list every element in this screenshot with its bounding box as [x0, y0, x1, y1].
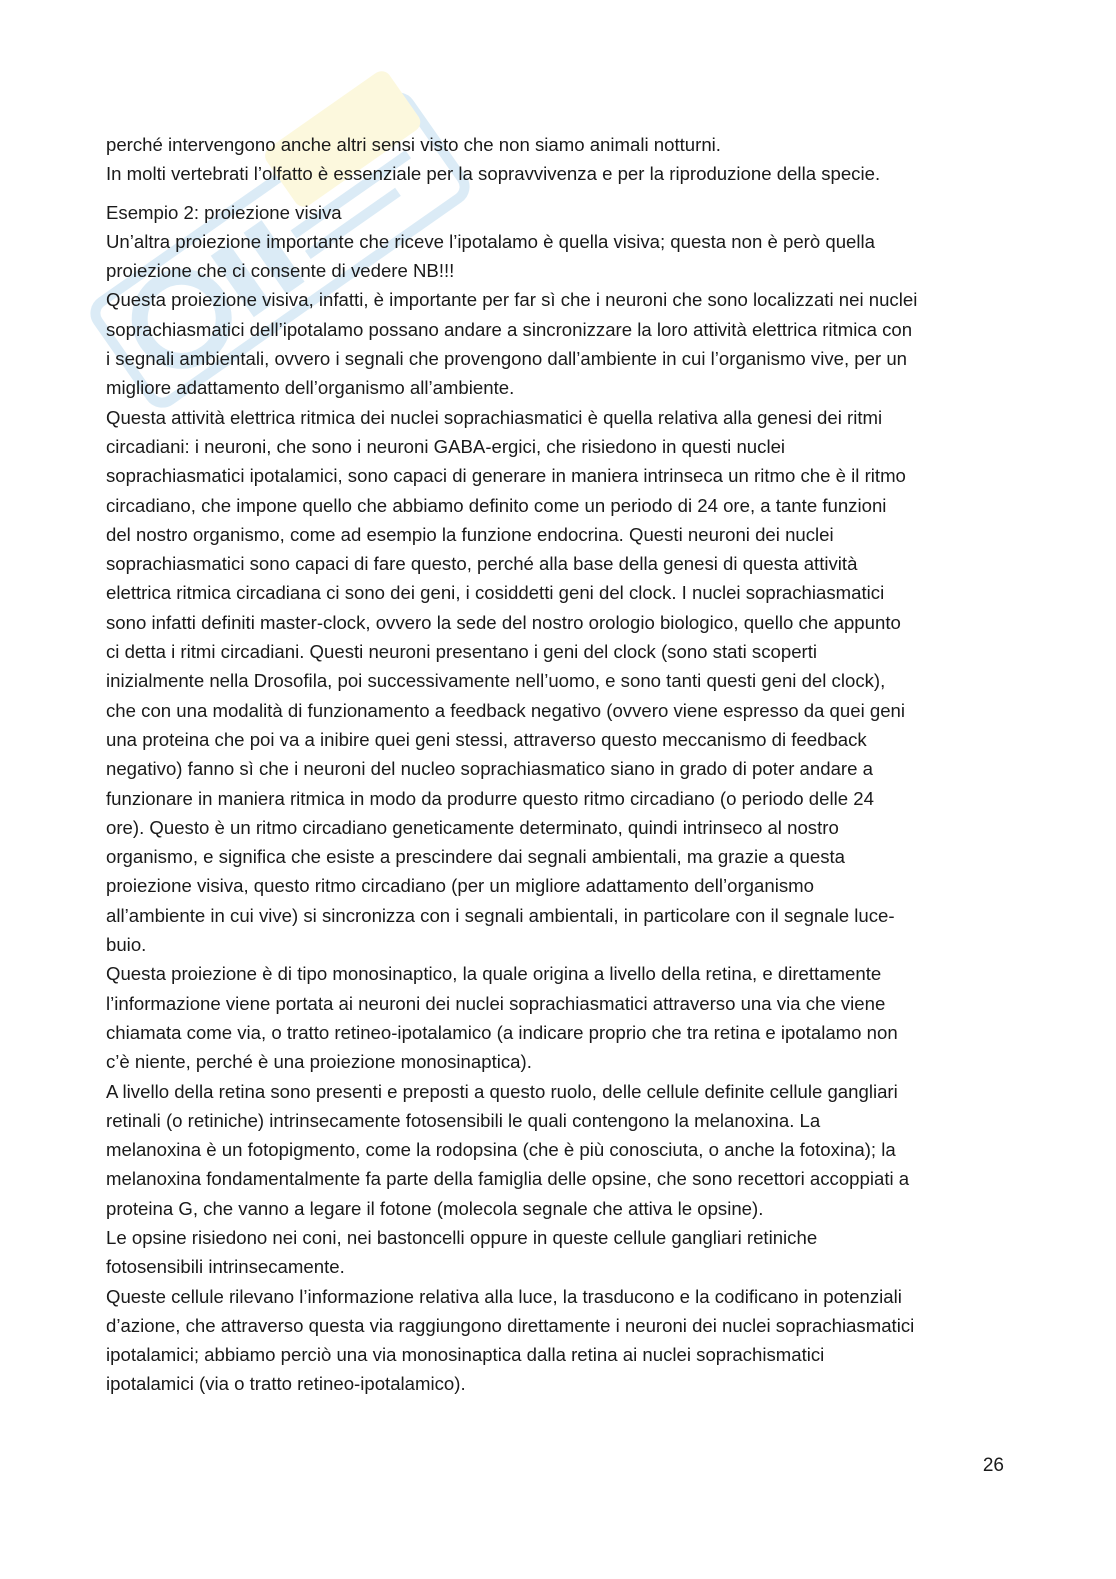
- text-line: i segnali ambientali, ovvero i segnali che provengono dall’ambiente in cui l’organismo vive, per un: [106, 348, 908, 370]
- text-line: soprachiasmatici ipotalamici, sono capaci di generare in maniera intrinseca un ritmo che è il ritmo: [106, 465, 906, 487]
- paragraph-gap: [106, 189, 1006, 198]
- text-line: del nostro organismo, come ad esempio la funzione endocrina. Questi neuroni dei nuclei: [106, 523, 834, 545]
- text-line: Questa proiezione è di tipo monosinaptico, la quale origina a livello della retina, e direttamente: [106, 963, 882, 985]
- text-line: organismo, e significa che esiste a prescindere dai segnali ambientali, ma grazie a questa: [106, 846, 845, 868]
- text-line: soprachiasmatici sono capaci di fare questo, perché alla base della genesi di questa attività: [106, 553, 858, 575]
- text-line: perché intervengono anche altri sensi visto che non siamo animali notturni.: [106, 134, 721, 155]
- text-line: l’informazione viene portata ai neuroni dei nuclei soprachiasmatici attraverso una via che viene: [106, 992, 886, 1014]
- text-line: all’ambiente in cui vive) si sincronizza con i segnali ambientali, in particolare con il segnale luce-: [106, 904, 895, 926]
- text-line: che con una modalità di funzionamento a feedback negativo (ovvero viene espresso da quei geni: [106, 699, 906, 721]
- text-line: buio.: [106, 934, 147, 956]
- text-line: ipotalamici; abbiamo perciò una via monosinaptica dalla retina ai nuclei soprachismatici: [106, 1344, 825, 1366]
- text-line: circadiano, che impone quello che abbiamo definito come un periodo di 24 ore, a tante funzioni: [106, 494, 887, 516]
- text-line: migliore adattamento dell’organismo all’ambiente.: [106, 377, 515, 399]
- text-line: retinali (o retiniche) intrinsecamente fotosensibili le quali contengono la melanoxina. La: [106, 1109, 821, 1131]
- text-line: Un’altra proiezione importante che riceve l’ipotalamo è quella visiva; questa non è però quella: [106, 230, 875, 252]
- text-line: proiezione visiva, questo ritmo circadiano (per un migliore adattamento dell’organismo: [106, 875, 814, 897]
- text-line: proiezione che ci consente di vedere NB!!!: [106, 260, 455, 282]
- text-line: funzionare in maniera ritmica in modo da produrre questo ritmo circadiano (o periodo delle 24: [106, 787, 874, 809]
- text-line: ipotalamici (via o tratto retineo-ipotalamico).: [106, 1373, 466, 1395]
- text-line: circadiani: i neuroni, che sono i neuroni GABA-ergici, che risiedono in questi nuclei: [106, 435, 786, 457]
- text-line: una proteina che poi va a inibire quei geni stessi, attraverso questo meccanismo di feedback: [106, 728, 867, 750]
- text-line: negativo) fanno sì che i neuroni del nucleo soprachiasmatico siano in grado di poter andare a: [106, 758, 873, 780]
- section-heading: Esempio 2: proiezione visiva: [106, 201, 342, 223]
- text-line: Questa attività elettrica ritmica dei nuclei soprachiasmatici è quella relativa alla genesi dei ritmi: [106, 406, 883, 428]
- text-line: inizialmente nella Drosofila, poi successivamente nell’uomo, e sono tanti questi geni del clock),: [106, 670, 886, 692]
- text-line: melanoxina fondamentalmente fa parte della famiglia delle opsine, che sono recettori accoppiati a: [106, 1168, 910, 1190]
- text-line: d’azione, che attraverso questa via raggiungono direttamente i neuroni dei nuclei soprachiasmatici: [106, 1314, 915, 1336]
- text-line: ore). Questo è un ritmo circadiano geneticamente determinato, quindi intrinseco al nostro: [106, 816, 839, 838]
- text-line: elettrica ritmica circadiana ci sono dei geni, i cosiddetti geni del clock. I nuclei soprachiasmatici: [106, 582, 885, 604]
- text-line: Questa proiezione visiva, infatti, è importante per far sì che i neuroni che sono localizzati nei nuclei: [106, 289, 918, 311]
- text-line: Queste cellule rilevano l’informazione relativa alla luce, la trasducono e la codificano in potenziali: [106, 1285, 902, 1307]
- page-number: 26: [982, 1455, 1004, 1476]
- text-line: c’è niente, perché è una proiezione monosinaptica).: [106, 1051, 532, 1073]
- text-line: chiamata come via, o tratto retineo-ipotalamico (a indicare proprio che tra retina e ipotalamo non: [106, 1021, 898, 1043]
- text-line: fotosensibili intrinsecamente.: [106, 1256, 345, 1278]
- text-line: proteina G, che vanno a legare il fotone (molecola segnale che attiva le opsine).: [106, 1197, 764, 1219]
- page-body: [106, 130, 1006, 1399]
- text-line: melanoxina è un fotopigmento, come la rodopsina (che è più conosciuta, o anche la fotoxina); la: [106, 1139, 896, 1161]
- text-line: soprachiasmatici dell’ipotalamo possano andare a sincronizzare la loro attività elettrica ritmica con: [106, 318, 913, 340]
- text-line: sono infatti definiti master-clock, ovvero la sede del nostro orologio biologico, quello che appunto: [106, 611, 901, 633]
- text-line: ci detta i ritmi circadiani. Questi neuroni presentano i geni del clock (sono stati scoperti: [106, 641, 818, 663]
- text-line: In molti vertebrati l’olfatto è essenziale per la sopravvivenza e per la riproduzione della specie.: [106, 163, 881, 185]
- text-line: Le opsine risiedono nei coni, nei bastoncelli oppure in queste cellule gangliari retiniche: [106, 1226, 818, 1248]
- text-line: A livello della retina sono presenti e preposti a questo ruolo, delle cellule definite cellule gangliari: [106, 1080, 898, 1102]
